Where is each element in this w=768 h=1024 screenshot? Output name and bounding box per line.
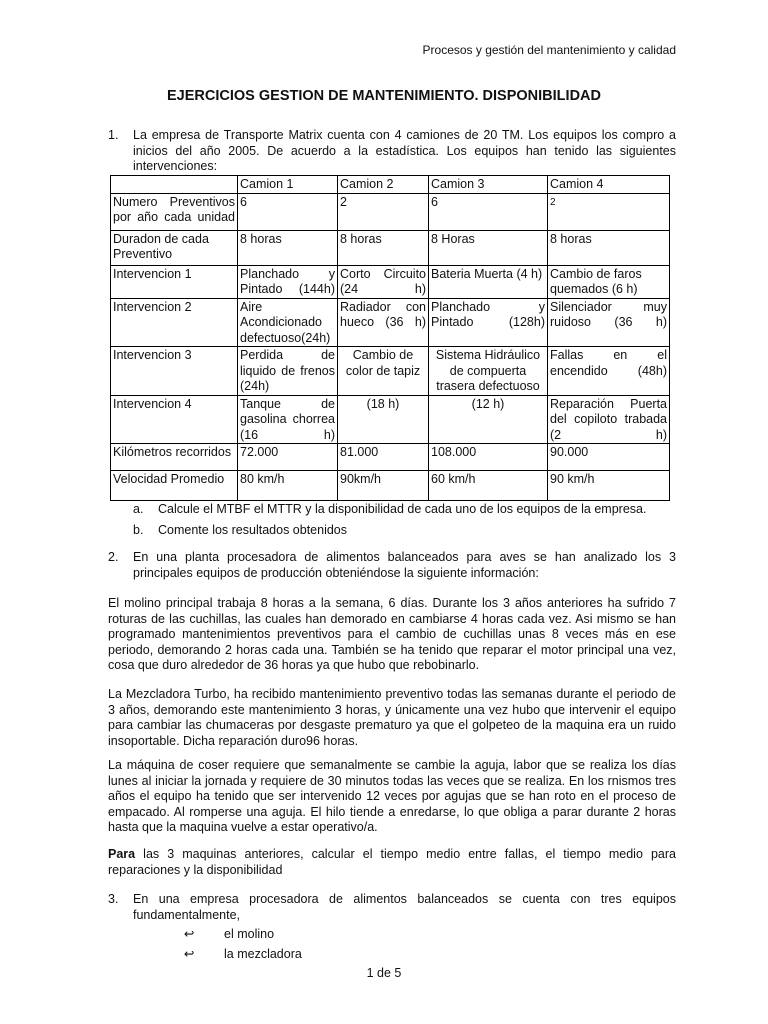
table-cell: Planchado y Pintado (128h) [429,298,548,347]
table-cell: Planchado y Pintado (144h) [238,265,338,298]
list-item [184,946,302,961]
table-row [111,193,670,230]
sub-question-a [133,502,646,516]
paragraph-instructions [108,847,676,878]
table-cell: 108.000 [429,444,548,471]
table-header-cell [111,176,238,194]
table-row [111,444,670,471]
question-number: 1. [108,128,119,142]
bold-word: Para [108,847,136,861]
table-cell: Radiador con hueco (36 h) [338,298,429,347]
table-cell: 8 horas [238,230,338,265]
table-row [111,471,670,501]
table-cell: 2 [338,193,429,230]
table-cell: Corto Circuito (24 h) [338,265,429,298]
question-3 [108,892,676,923]
table-cell: Kilómetros recorridos [111,444,238,471]
table-row [111,265,670,298]
page-title: EJERCICIOS GESTION DE MANTENIMIENTO. DISPONIBILIDAD [167,88,601,104]
table-header-cell: Camion 3 [429,176,548,194]
table-cell: 8 horas [548,230,670,265]
paragraph-molino: El molino principal trabaja 8 horas a la semana, 6 días. Durante los 3 años anteriores ha sufrido 7 roturas de las cuchillas, las cuales han demorado en cambiarse 4 horas cada vez. Asi mismo se han programado mantenimientos preventivos para el cambio de cuchillas unas 8 veces más en ese periodo, demorando 2 horas cada una. También se ha tenido que reparar el motor principal una vez, cosa que duro alrededor de 36 horas ya que hubo que rebobinarlo. [108,596,676,672]
trucks-table [110,175,670,501]
table-cell: Intervencion 1 [111,265,238,298]
sub-question-text: Calcule el MTBF el MTTR y la disponibilidad de cada uno de los equipos de la empresa. [158,502,647,516]
question-number: 3. [108,892,119,906]
table-cell: 90.000 [548,444,670,471]
table-cell: 81.000 [338,444,429,471]
table-cell: 90 km/h [548,471,670,501]
table-cell: Numero Preventivos por año cada unidad [111,193,238,230]
table-cell: 60 km/h [429,471,548,501]
table-cell: Velocidad Promedio [111,471,238,501]
table-header-cell: Camion 1 [238,176,338,194]
table-cell: Tanque de gasolina chorrea (16 h) [238,395,338,444]
page-number: 1 de 5 [366,966,402,980]
table-header-cell: Camion 2 [338,176,429,194]
question-number: 2. [108,550,119,564]
table-cell: Fallas en el encendido (48h) [548,347,670,396]
table-cell: Duradon de cada Preventivo [111,230,238,265]
table-cell: Reparación Puerta del copiloto trabada (2 h) [548,395,670,444]
table-cell: 80 km/h [238,471,338,501]
sub-question-b [133,523,347,537]
question-2 [108,550,676,581]
table-cell: 8 horas [338,230,429,265]
table-row [111,230,670,265]
table-cell: Silenciador muy ruidoso (36 h) [548,298,670,347]
table-cell: Aire Acondicionado defectuoso(24h) [238,298,338,347]
question-1 [108,128,676,175]
table-cell: 8 Horas [429,230,548,265]
instructions-text: las 3 maquinas anteriores, calcular el tiempo medio entre fallas, el tiempo medio para reparaciones y la disponibilidad [108,847,676,877]
table-cell: Intervencion 3 [111,347,238,396]
table-cell: 6 [429,193,548,230]
question-text: En una planta procesadora de alimentos balanceados para aves se han analizado los 3 principales equipos de producción obteniéndose la siguiente información: [133,550,676,580]
question-text: La empresa de Transporte Matrix cuenta con 4 camiones de 20 TM. Los equipos los compro a inicios del año 2005. De acuerdo a la estadística. Los equipos han tenido las siguientes intervenciones: [133,128,676,173]
paragraph-mezcladora: La Mezcladora Turbo, ha recibido mantenimiento preventivo todas las semanas durante el periodo de 3 años, demorando este mantenimiento 3 horas, y únicamente una vez hubo que intervenir el equipo para cambiar las chumaceras por desgaste prematuro ya que el golpeteo de la maquina era un ruido insoportable. Dicha reparación duro96 horas. [108,687,676,748]
table-cell: Bateria Muerta (4 h) [429,265,548,298]
table-cell: Intervencion 4 [111,395,238,444]
table-cell: 72.000 [238,444,338,471]
list-item [184,926,274,941]
table-header-row [111,176,670,194]
table-cell: Sistema Hidráulico de compuerta trasera defectuoso [429,347,548,396]
table-header-cell: Camion 4 [548,176,670,194]
table-cell: 2 [548,193,670,230]
list-item-text: el molino [224,927,275,941]
table-row [111,347,670,396]
table-row [111,298,670,347]
table-cell: Cambio de color de tapiz [338,347,429,396]
paragraph-maquina-coser: La máquina de coser requiere que semanalmente se cambie la aguja, labor que se realiza los días lunes al iniciar la jornada y requiere de 30 minutos todas las veces que se realiza. En los rnismos tres años el equipo ha tenido que ser intervenido 12 veces por agujas que se han roto en el proceso de empacado. Al romperse una aguja. El hilo tiende a enredarse, lo que obliga a parar durante 2 horas hasta que la maquina vuelve a estar operativo/a. [108,758,676,834]
list-item-text: la mezcladora [224,947,302,961]
table-cell: 6 [238,193,338,230]
table-cell: (18 h) [338,395,429,444]
table-row [111,395,670,444]
table-cell: (12 h) [429,395,548,444]
page-header: Procesos y gestión del mantenimiento y calidad [422,43,676,57]
table-cell: Cambio de faros quemados (6 h) [548,265,670,298]
sub-question-letter: b. [133,523,144,537]
table-cell: Intervencion 2 [111,298,238,347]
question-text: En una empresa procesadora de alimentos balanceados se cuenta con tres equipos fundamentalmente, [133,892,676,922]
table-cell: Perdida de liquido de frenos (24h) [238,347,338,396]
sub-question-text: Comente los resultados obtenidos [158,523,348,537]
table-cell: 90km/h [338,471,429,501]
hook-arrow-icon: ↩ [184,927,195,941]
hook-arrow-icon: ↩ [184,947,195,961]
sub-question-letter: a. [133,502,144,516]
